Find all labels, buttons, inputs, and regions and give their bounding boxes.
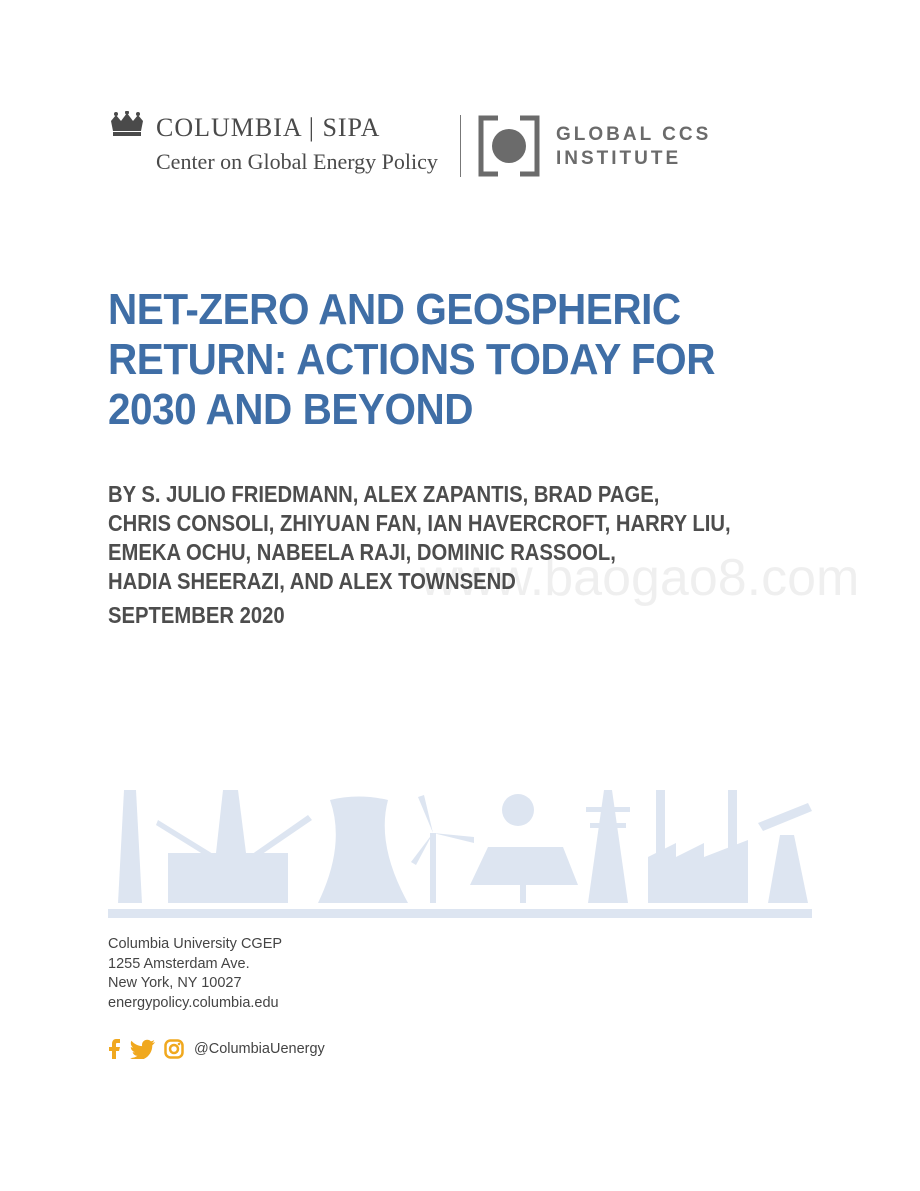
factory-icon xyxy=(648,790,748,903)
publication-date: SEPTEMBER 2020 xyxy=(108,602,285,628)
solar-panel-icon xyxy=(470,794,578,903)
author-line: CHRIS CONSOLI, ZHIYUAN FAN, IAN HAVERCROFT, HARRY LIU, xyxy=(108,510,731,536)
author-line: BY S. JULIO FRIEDMANN, ALEX ZAPANTIS, BRAD PAGE, xyxy=(108,481,660,507)
instagram-icon[interactable] xyxy=(164,1039,184,1059)
author-line: HADIA SHEERAZI, AND ALEX TOWNSEND xyxy=(108,568,516,594)
offshore-platform-icon xyxy=(156,790,312,903)
address-line: 1255 Amsterdam Ave. xyxy=(108,955,250,972)
columbia-crown-icon xyxy=(108,111,146,137)
address-line: Columbia University CGEP xyxy=(108,936,283,952)
report-title xyxy=(108,285,752,435)
drilling-rig-icon xyxy=(118,790,142,903)
wind-turbine-icon xyxy=(411,795,474,903)
facebook-icon[interactable] xyxy=(108,1039,120,1059)
title-line: RETURN: ACTIONS TODAY FOR xyxy=(108,335,715,384)
oil-pump-jack-icon xyxy=(758,803,812,903)
nuclear-cooling-tower-icon xyxy=(318,797,408,904)
center-name: Center on Global Energy Policy xyxy=(156,149,438,174)
logo-divider xyxy=(460,115,461,177)
ccs-line-1: GLOBAL CCS xyxy=(556,124,712,145)
address-block xyxy=(108,935,282,1013)
power-pylon-icon xyxy=(586,790,630,903)
ccs-line-2: INSTITUTE xyxy=(556,148,682,169)
columbia-sipa-wordmark: COLUMBIA | SIPA xyxy=(156,113,381,142)
website-link[interactable]: energypolicy.columbia.edu xyxy=(108,994,279,1011)
global-ccs-logo-icon xyxy=(478,115,540,177)
header-logos xyxy=(108,105,728,185)
title-line: NET-ZERO AND GEOSPHERIC xyxy=(108,285,681,334)
author-line: EMEKA OCHU, NABEELA RAJI, DOMINIC RASSOOL, xyxy=(108,539,616,565)
energy-skyline-illustration xyxy=(108,785,812,920)
watermark: www.baogao8.com xyxy=(420,549,860,607)
global-ccs-wordmark xyxy=(556,123,711,171)
social-handle[interactable]: @ColumbiaUenergy xyxy=(194,1041,325,1057)
title-line: 2030 AND BEYOND xyxy=(108,385,474,434)
social-links xyxy=(108,1038,325,1060)
twitter-icon[interactable] xyxy=(130,1039,156,1059)
address-line: New York, NY 10027 xyxy=(108,975,242,991)
